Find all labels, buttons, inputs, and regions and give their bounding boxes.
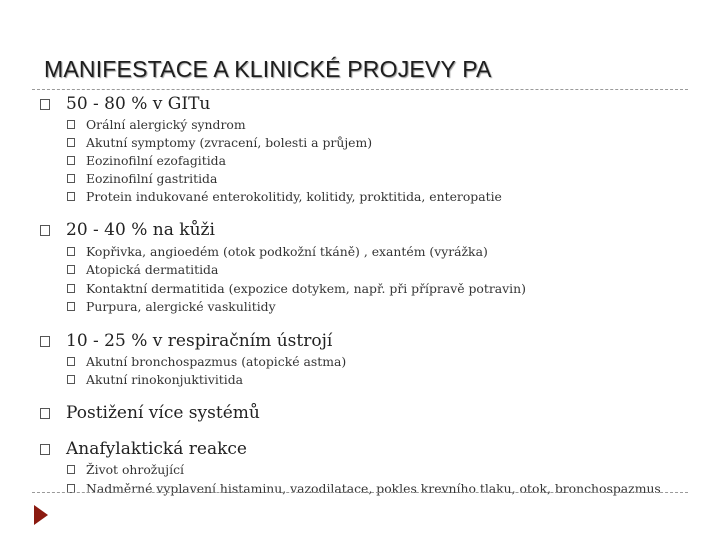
sub-bullet-text: Nadměrné vyplavení histaminu, vazodilatace, pokles krevního tlaku, otok, bronchospazmus: [86, 481, 661, 496]
sub-bullet-text: Eozinofilní ezofagitida: [86, 153, 226, 168]
sub-bullet: [67, 170, 217, 187]
checkbox-bullet-icon: [67, 265, 75, 274]
bullet-vice-systemu: [40, 402, 260, 424]
checkbox-bullet-icon: [40, 408, 50, 419]
bullet-text: 50 - 80 % v GITu: [66, 94, 211, 114]
sub-bullet: [67, 353, 346, 370]
sub-bullet-text: Život ohrožující: [86, 462, 184, 477]
checkbox-bullet-icon: [67, 192, 75, 201]
checkbox-bullet-icon: [67, 465, 75, 474]
checkbox-bullet-icon: [40, 336, 50, 347]
bullet-gitu: [40, 93, 210, 115]
sub-bullet-text: Atopická dermatitida: [86, 262, 219, 277]
sub-bullet-text: Eozinofilní gastritida: [86, 171, 218, 186]
footer-divider: [32, 492, 688, 493]
checkbox-bullet-icon: [67, 247, 75, 256]
sub-bullet-text: Kopřivka, angioedém (otok podkožní tkáně) , exantém (vyrážka): [86, 244, 488, 259]
sub-bullet-text: Akutní symptomy (zvracení, bolesti a průjem): [86, 135, 373, 150]
checkbox-bullet-icon: [67, 156, 75, 165]
checkbox-bullet-icon: [67, 120, 75, 129]
bullet-text: 20 - 40 % na kůži: [66, 220, 215, 240]
bullet-respiracni: [40, 330, 332, 352]
checkbox-bullet-icon: [40, 444, 50, 455]
checkbox-bullet-icon: [67, 375, 75, 384]
checkbox-bullet-icon: [40, 99, 50, 110]
checkbox-bullet-icon: [40, 225, 50, 236]
sub-bullet: [67, 243, 488, 260]
sub-bullet: [67, 152, 226, 169]
sub-bullet-text: Kontaktní dermatitida (expozice dotykem, např. při přípravě potravin): [86, 281, 526, 296]
sub-bullet: [67, 461, 184, 478]
checkbox-bullet-icon: [67, 357, 75, 366]
sub-bullet-text: Akutní rinokonjuktivitida: [86, 372, 244, 387]
sub-bullet: [67, 280, 526, 297]
sub-bullet-text: Purpura, alergické vaskulitidy: [86, 299, 276, 314]
bullet-text: 10 - 25 % v respiračním ústrojí: [66, 331, 333, 351]
bullet-text: Anafylaktická reakce: [66, 439, 247, 459]
checkbox-bullet-icon: [67, 302, 75, 311]
sub-bullet: [67, 134, 372, 151]
slide-title: MANIFESTACE A KLINICKÉ PROJEVY PA: [44, 56, 492, 82]
sub-bullet: [67, 371, 243, 388]
checkbox-bullet-icon: [67, 174, 75, 183]
sub-bullet: [67, 188, 502, 205]
sub-bullet-text: Protein indukované enterokolitidy, kolitidy, proktitida, enteropatie: [86, 189, 502, 204]
sub-bullet-text: Akutní bronchospazmus (atopické astma): [86, 354, 347, 369]
sub-bullet-text: Orální alergický syndrom: [86, 117, 246, 132]
sub-bullet: [67, 480, 661, 497]
sub-bullet: [67, 116, 246, 133]
bullet-kuze: [40, 219, 215, 241]
sub-bullet: [67, 261, 218, 278]
bullet-text: Postižení více systémů: [66, 403, 260, 423]
checkbox-bullet-icon: [67, 138, 75, 147]
bullet-anafylakticka: [40, 438, 247, 460]
triangle-marker-icon: [34, 505, 48, 525]
sub-bullet: [67, 298, 276, 315]
checkbox-bullet-icon: [67, 284, 75, 293]
